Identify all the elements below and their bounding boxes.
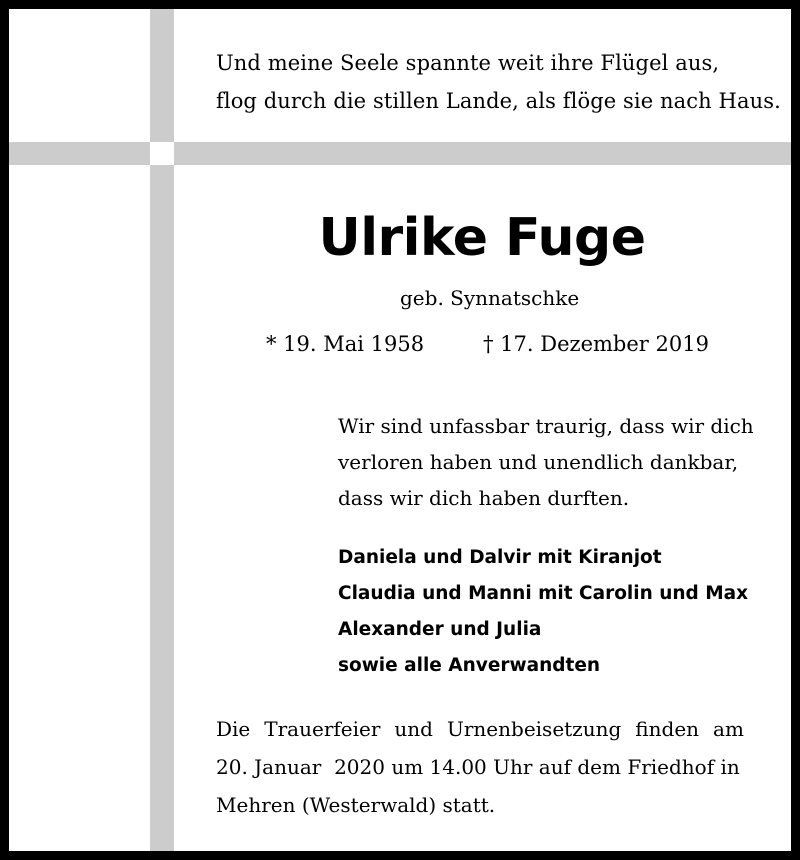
service-line bbox=[216, 748, 744, 786]
funeral-service-info bbox=[216, 710, 744, 824]
service-word: am bbox=[713, 717, 744, 741]
message-line: verloren haben und unendlich dankbar, bbox=[338, 450, 739, 474]
service-line bbox=[216, 786, 744, 824]
service-word: Die bbox=[216, 717, 251, 741]
service-word: finden bbox=[635, 717, 700, 741]
message-line: dass wir dich haben durften. bbox=[338, 486, 630, 510]
mourners-list bbox=[338, 540, 748, 684]
mourner-line: Claudia und Manni mit Carolin und Max bbox=[338, 583, 749, 604]
verse bbox=[216, 44, 781, 120]
service-word: Urnenbeisetzung bbox=[447, 717, 622, 741]
cross-horizontal-bar bbox=[9, 142, 791, 165]
deceased-name: Ulrike Fuge bbox=[318, 208, 646, 268]
birth-name: geb. Synnatschke bbox=[400, 286, 580, 310]
mourner-line: Alexander und Julia bbox=[338, 619, 542, 640]
mourner-line: Daniela und Dalvir mit Kiranjot bbox=[338, 547, 662, 568]
service-line bbox=[216, 710, 744, 748]
death-date: † 17. Dezember 2019 bbox=[483, 332, 709, 356]
mourner-line: sowie alle Anverwandten bbox=[338, 655, 601, 676]
verse-line: flog durch die stillen Lande, als flöge sie nach Haus. bbox=[216, 89, 781, 113]
verse-line: Und meine Seele spannte weit ihre Flügel aus, bbox=[216, 51, 720, 75]
service-text: Mehren (Westerwald) statt. bbox=[216, 793, 496, 817]
message-line: Wir sind unfassbar traurig, dass wir dich bbox=[338, 414, 754, 438]
service-text: 20. Januar 2020 um 14.00 Uhr auf dem Friedhof in bbox=[216, 755, 740, 779]
service-word: und bbox=[394, 717, 433, 741]
cross-vertical-bar bbox=[150, 9, 174, 851]
condolence-message bbox=[338, 408, 754, 516]
cross-center bbox=[150, 142, 174, 165]
service-word: Trauerfeier bbox=[264, 717, 381, 741]
birth-date: * 19. Mai 1958 bbox=[266, 332, 425, 356]
